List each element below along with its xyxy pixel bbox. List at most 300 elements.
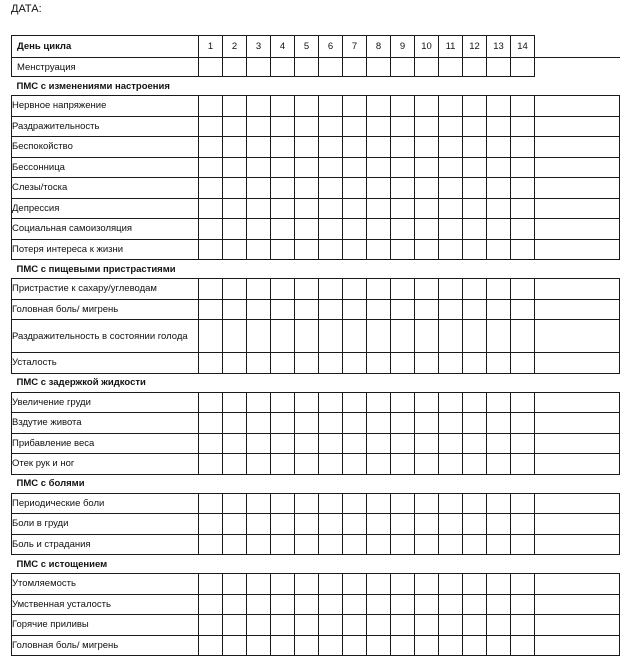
day-checkbox-cell[interactable] [487,454,511,475]
day-checkbox-cell[interactable] [319,413,343,434]
day-checkbox-cell[interactable] [319,198,343,219]
day-checkbox-cell[interactable] [415,137,439,158]
day-checkbox-cell[interactable] [247,96,271,117]
day-checkbox-cell[interactable] [223,239,247,260]
day-checkbox-cell[interactable] [487,58,511,77]
day-checkbox-cell[interactable] [367,353,391,374]
day-checkbox-cell[interactable] [415,615,439,636]
day-checkbox-cell[interactable] [463,116,487,137]
day-checkbox-cell[interactable] [415,493,439,514]
day-checkbox-cell[interactable] [391,353,415,374]
day-checkbox-cell[interactable] [223,198,247,219]
day-checkbox-cell[interactable] [199,239,223,260]
day-checkbox-cell[interactable] [199,96,223,117]
day-checkbox-cell[interactable] [343,178,367,199]
day-checkbox-cell[interactable] [367,433,391,454]
day-checkbox-cell[interactable] [367,178,391,199]
day-checkbox-cell[interactable] [223,58,247,77]
day-checkbox-cell[interactable] [463,433,487,454]
day-checkbox-cell[interactable] [343,594,367,615]
day-checkbox-cell[interactable] [439,534,463,555]
day-checkbox-cell[interactable] [415,433,439,454]
day-checkbox-cell[interactable] [367,574,391,595]
day-checkbox-cell[interactable] [415,392,439,413]
day-checkbox-cell[interactable] [343,299,367,320]
day-checkbox-cell[interactable] [343,157,367,178]
day-checkbox-cell[interactable] [271,320,295,353]
day-checkbox-cell[interactable] [223,615,247,636]
day-checkbox-cell[interactable] [439,96,463,117]
day-checkbox-cell[interactable] [295,594,319,615]
day-checkbox-cell[interactable] [223,413,247,434]
day-checkbox-cell[interactable] [439,493,463,514]
day-checkbox-cell[interactable] [247,219,271,240]
day-checkbox-cell[interactable] [511,454,535,475]
day-checkbox-cell[interactable] [223,96,247,117]
day-checkbox-cell[interactable] [367,392,391,413]
day-checkbox-cell[interactable] [199,454,223,475]
day-checkbox-cell[interactable] [511,279,535,300]
day-checkbox-cell[interactable] [271,96,295,117]
day-checkbox-cell[interactable] [199,514,223,535]
day-checkbox-cell[interactable] [271,178,295,199]
day-checkbox-cell[interactable] [223,392,247,413]
day-checkbox-cell[interactable] [463,137,487,158]
day-checkbox-cell[interactable] [439,198,463,219]
day-checkbox-cell[interactable] [487,594,511,615]
day-checkbox-cell[interactable] [391,96,415,117]
day-checkbox-cell[interactable] [343,392,367,413]
day-checkbox-cell[interactable] [199,353,223,374]
day-checkbox-cell[interactable] [247,392,271,413]
day-checkbox-cell[interactable] [295,534,319,555]
day-checkbox-cell[interactable] [415,219,439,240]
day-checkbox-cell[interactable] [415,353,439,374]
day-checkbox-cell[interactable] [295,320,319,353]
day-checkbox-cell[interactable] [319,96,343,117]
day-checkbox-cell[interactable] [511,514,535,535]
day-checkbox-cell[interactable] [463,58,487,77]
day-checkbox-cell[interactable] [271,353,295,374]
day-checkbox-cell[interactable] [511,320,535,353]
day-checkbox-cell[interactable] [199,392,223,413]
day-checkbox-cell[interactable] [343,433,367,454]
day-checkbox-cell[interactable] [199,116,223,137]
day-checkbox-cell[interactable] [463,239,487,260]
day-checkbox-cell[interactable] [391,239,415,260]
day-checkbox-cell[interactable] [367,320,391,353]
day-checkbox-cell[interactable] [319,239,343,260]
day-checkbox-cell[interactable] [367,137,391,158]
day-checkbox-cell[interactable] [463,96,487,117]
day-checkbox-cell[interactable] [223,493,247,514]
day-checkbox-cell[interactable] [271,116,295,137]
day-checkbox-cell[interactable] [367,594,391,615]
day-checkbox-cell[interactable] [247,493,271,514]
day-checkbox-cell[interactable] [295,198,319,219]
day-checkbox-cell[interactable] [487,353,511,374]
day-checkbox-cell[interactable] [199,219,223,240]
day-checkbox-cell[interactable] [343,96,367,117]
day-checkbox-cell[interactable] [271,137,295,158]
day-checkbox-cell[interactable] [319,157,343,178]
day-checkbox-cell[interactable] [415,279,439,300]
day-checkbox-cell[interactable] [367,514,391,535]
day-checkbox-cell[interactable] [271,219,295,240]
day-checkbox-cell[interactable] [415,239,439,260]
day-checkbox-cell[interactable] [487,534,511,555]
day-checkbox-cell[interactable] [511,594,535,615]
day-checkbox-cell[interactable] [487,635,511,656]
day-checkbox-cell[interactable] [463,392,487,413]
day-checkbox-cell[interactable] [487,413,511,434]
day-checkbox-cell[interactable] [391,493,415,514]
day-checkbox-cell[interactable] [439,594,463,615]
day-checkbox-cell[interactable] [319,320,343,353]
day-checkbox-cell[interactable] [199,534,223,555]
day-checkbox-cell[interactable] [271,635,295,656]
day-checkbox-cell[interactable] [319,594,343,615]
day-checkbox-cell[interactable] [463,279,487,300]
day-checkbox-cell[interactable] [511,157,535,178]
day-checkbox-cell[interactable] [271,454,295,475]
day-checkbox-cell[interactable] [319,454,343,475]
day-checkbox-cell[interactable] [391,58,415,77]
day-checkbox-cell[interactable] [199,493,223,514]
day-checkbox-cell[interactable] [415,534,439,555]
day-checkbox-cell[interactable] [271,534,295,555]
day-checkbox-cell[interactable] [487,433,511,454]
day-checkbox-cell[interactable] [511,137,535,158]
day-checkbox-cell[interactable] [463,320,487,353]
day-checkbox-cell[interactable] [415,198,439,219]
day-checkbox-cell[interactable] [391,137,415,158]
day-checkbox-cell[interactable] [439,615,463,636]
day-checkbox-cell[interactable] [391,413,415,434]
day-checkbox-cell[interactable] [271,493,295,514]
day-checkbox-cell[interactable] [463,219,487,240]
day-checkbox-cell[interactable] [463,615,487,636]
day-checkbox-cell[interactable] [271,279,295,300]
day-checkbox-cell[interactable] [511,353,535,374]
day-checkbox-cell[interactable] [295,514,319,535]
day-checkbox-cell[interactable] [319,58,343,77]
day-checkbox-cell[interactable] [439,413,463,434]
day-checkbox-cell[interactable] [319,219,343,240]
day-checkbox-cell[interactable] [295,574,319,595]
day-checkbox-cell[interactable] [247,157,271,178]
day-checkbox-cell[interactable] [271,392,295,413]
day-checkbox-cell[interactable] [439,454,463,475]
day-checkbox-cell[interactable] [511,615,535,636]
day-checkbox-cell[interactable] [319,392,343,413]
day-checkbox-cell[interactable] [295,635,319,656]
day-checkbox-cell[interactable] [271,239,295,260]
day-checkbox-cell[interactable] [199,320,223,353]
day-checkbox-cell[interactable] [319,116,343,137]
day-checkbox-cell[interactable] [199,413,223,434]
day-checkbox-cell[interactable] [343,58,367,77]
day-checkbox-cell[interactable] [223,454,247,475]
day-checkbox-cell[interactable] [439,239,463,260]
day-checkbox-cell[interactable] [223,353,247,374]
day-checkbox-cell[interactable] [391,198,415,219]
day-checkbox-cell[interactable] [511,178,535,199]
day-checkbox-cell[interactable] [199,574,223,595]
day-checkbox-cell[interactable] [223,433,247,454]
day-checkbox-cell[interactable] [319,635,343,656]
day-checkbox-cell[interactable] [391,392,415,413]
day-checkbox-cell[interactable] [439,116,463,137]
day-checkbox-cell[interactable] [223,137,247,158]
day-checkbox-cell[interactable] [295,116,319,137]
day-checkbox-cell[interactable] [463,493,487,514]
day-checkbox-cell[interactable] [367,279,391,300]
day-checkbox-cell[interactable] [511,635,535,656]
day-checkbox-cell[interactable] [487,299,511,320]
day-checkbox-cell[interactable] [439,433,463,454]
day-checkbox-cell[interactable] [295,178,319,199]
day-checkbox-cell[interactable] [487,116,511,137]
day-checkbox-cell[interactable] [223,219,247,240]
day-checkbox-cell[interactable] [223,534,247,555]
day-checkbox-cell[interactable] [295,413,319,434]
day-checkbox-cell[interactable] [343,413,367,434]
day-checkbox-cell[interactable] [391,157,415,178]
day-checkbox-cell[interactable] [391,178,415,199]
day-checkbox-cell[interactable] [463,514,487,535]
day-checkbox-cell[interactable] [415,320,439,353]
day-checkbox-cell[interactable] [415,157,439,178]
day-checkbox-cell[interactable] [367,116,391,137]
day-checkbox-cell[interactable] [439,635,463,656]
day-checkbox-cell[interactable] [511,299,535,320]
day-checkbox-cell[interactable] [511,116,535,137]
day-checkbox-cell[interactable] [223,635,247,656]
day-checkbox-cell[interactable] [367,58,391,77]
day-checkbox-cell[interactable] [271,413,295,434]
day-checkbox-cell[interactable] [487,320,511,353]
day-checkbox-cell[interactable] [199,178,223,199]
day-checkbox-cell[interactable] [295,96,319,117]
day-checkbox-cell[interactable] [391,320,415,353]
day-checkbox-cell[interactable] [439,392,463,413]
day-checkbox-cell[interactable] [415,58,439,77]
day-checkbox-cell[interactable] [343,239,367,260]
day-checkbox-cell[interactable] [343,116,367,137]
day-checkbox-cell[interactable] [295,615,319,636]
day-checkbox-cell[interactable] [367,413,391,434]
day-checkbox-cell[interactable] [415,413,439,434]
day-checkbox-cell[interactable] [223,299,247,320]
day-checkbox-cell[interactable] [439,58,463,77]
day-checkbox-cell[interactable] [415,454,439,475]
day-checkbox-cell[interactable] [343,198,367,219]
day-checkbox-cell[interactable] [391,219,415,240]
day-checkbox-cell[interactable] [439,514,463,535]
day-checkbox-cell[interactable] [415,635,439,656]
day-checkbox-cell[interactable] [487,198,511,219]
day-checkbox-cell[interactable] [295,137,319,158]
day-checkbox-cell[interactable] [463,574,487,595]
day-checkbox-cell[interactable] [511,534,535,555]
day-checkbox-cell[interactable] [511,96,535,117]
day-checkbox-cell[interactable] [343,353,367,374]
day-checkbox-cell[interactable] [319,615,343,636]
day-checkbox-cell[interactable] [463,198,487,219]
day-checkbox-cell[interactable] [199,157,223,178]
day-checkbox-cell[interactable] [415,116,439,137]
day-checkbox-cell[interactable] [271,299,295,320]
day-checkbox-cell[interactable] [391,574,415,595]
day-checkbox-cell[interactable] [223,574,247,595]
day-checkbox-cell[interactable] [223,594,247,615]
day-checkbox-cell[interactable] [271,514,295,535]
day-checkbox-cell[interactable] [391,534,415,555]
day-checkbox-cell[interactable] [487,615,511,636]
day-checkbox-cell[interactable] [391,299,415,320]
day-checkbox-cell[interactable] [223,116,247,137]
day-checkbox-cell[interactable] [343,454,367,475]
day-checkbox-cell[interactable] [511,239,535,260]
day-checkbox-cell[interactable] [223,514,247,535]
day-checkbox-cell[interactable] [439,320,463,353]
day-checkbox-cell[interactable] [487,493,511,514]
day-checkbox-cell[interactable] [439,574,463,595]
day-checkbox-cell[interactable] [247,635,271,656]
day-checkbox-cell[interactable] [487,239,511,260]
day-checkbox-cell[interactable] [319,574,343,595]
day-checkbox-cell[interactable] [343,574,367,595]
day-checkbox-cell[interactable] [415,514,439,535]
day-checkbox-cell[interactable] [343,635,367,656]
day-checkbox-cell[interactable] [199,594,223,615]
day-checkbox-cell[interactable] [487,514,511,535]
day-checkbox-cell[interactable] [439,279,463,300]
day-checkbox-cell[interactable] [247,178,271,199]
day-checkbox-cell[interactable] [199,299,223,320]
day-checkbox-cell[interactable] [391,514,415,535]
day-checkbox-cell[interactable] [223,157,247,178]
day-checkbox-cell[interactable] [247,574,271,595]
day-checkbox-cell[interactable] [343,493,367,514]
day-checkbox-cell[interactable] [511,413,535,434]
day-checkbox-cell[interactable] [319,534,343,555]
day-checkbox-cell[interactable] [463,413,487,434]
day-checkbox-cell[interactable] [199,137,223,158]
day-checkbox-cell[interactable] [247,279,271,300]
day-checkbox-cell[interactable] [295,299,319,320]
day-checkbox-cell[interactable] [295,279,319,300]
day-checkbox-cell[interactable] [319,299,343,320]
day-checkbox-cell[interactable] [391,635,415,656]
day-checkbox-cell[interactable] [343,320,367,353]
day-checkbox-cell[interactable] [367,635,391,656]
day-checkbox-cell[interactable] [247,353,271,374]
day-checkbox-cell[interactable] [199,58,223,77]
day-checkbox-cell[interactable] [247,239,271,260]
day-checkbox-cell[interactable] [439,219,463,240]
day-checkbox-cell[interactable] [295,353,319,374]
day-checkbox-cell[interactable] [487,157,511,178]
day-checkbox-cell[interactable] [391,433,415,454]
day-checkbox-cell[interactable] [511,493,535,514]
day-checkbox-cell[interactable] [415,96,439,117]
day-checkbox-cell[interactable] [391,454,415,475]
day-checkbox-cell[interactable] [223,178,247,199]
day-checkbox-cell[interactable] [247,454,271,475]
day-checkbox-cell[interactable] [295,433,319,454]
day-checkbox-cell[interactable] [247,137,271,158]
day-checkbox-cell[interactable] [247,413,271,434]
day-checkbox-cell[interactable] [439,157,463,178]
day-checkbox-cell[interactable] [319,178,343,199]
day-checkbox-cell[interactable] [415,178,439,199]
day-checkbox-cell[interactable] [199,279,223,300]
day-checkbox-cell[interactable] [487,96,511,117]
day-checkbox-cell[interactable] [463,157,487,178]
day-checkbox-cell[interactable] [343,514,367,535]
day-checkbox-cell[interactable] [295,454,319,475]
day-checkbox-cell[interactable] [247,116,271,137]
day-checkbox-cell[interactable] [391,116,415,137]
day-checkbox-cell[interactable] [511,433,535,454]
day-checkbox-cell[interactable] [295,157,319,178]
day-checkbox-cell[interactable] [247,594,271,615]
day-checkbox-cell[interactable] [367,493,391,514]
day-checkbox-cell[interactable] [463,534,487,555]
day-checkbox-cell[interactable] [295,493,319,514]
day-checkbox-cell[interactable] [463,178,487,199]
day-checkbox-cell[interactable] [199,615,223,636]
day-checkbox-cell[interactable] [343,137,367,158]
day-checkbox-cell[interactable] [319,353,343,374]
day-checkbox-cell[interactable] [487,279,511,300]
day-checkbox-cell[interactable] [247,58,271,77]
day-checkbox-cell[interactable] [367,534,391,555]
day-checkbox-cell[interactable] [367,96,391,117]
day-checkbox-cell[interactable] [463,299,487,320]
day-checkbox-cell[interactable] [271,58,295,77]
day-checkbox-cell[interactable] [319,493,343,514]
day-checkbox-cell[interactable] [367,239,391,260]
day-checkbox-cell[interactable] [199,635,223,656]
day-checkbox-cell[interactable] [295,219,319,240]
day-checkbox-cell[interactable] [511,58,535,77]
day-checkbox-cell[interactable] [271,574,295,595]
day-checkbox-cell[interactable] [367,219,391,240]
day-checkbox-cell[interactable] [247,433,271,454]
day-checkbox-cell[interactable] [487,219,511,240]
day-checkbox-cell[interactable] [439,353,463,374]
day-checkbox-cell[interactable] [343,534,367,555]
day-checkbox-cell[interactable] [223,320,247,353]
day-checkbox-cell[interactable] [247,514,271,535]
day-checkbox-cell[interactable] [343,219,367,240]
day-checkbox-cell[interactable] [247,615,271,636]
day-checkbox-cell[interactable] [487,178,511,199]
day-checkbox-cell[interactable] [511,392,535,413]
day-checkbox-cell[interactable] [319,514,343,535]
day-checkbox-cell[interactable] [439,178,463,199]
day-checkbox-cell[interactable] [271,615,295,636]
day-checkbox-cell[interactable] [391,279,415,300]
day-checkbox-cell[interactable] [463,594,487,615]
day-checkbox-cell[interactable] [247,320,271,353]
day-checkbox-cell[interactable] [247,534,271,555]
day-checkbox-cell[interactable] [391,594,415,615]
day-checkbox-cell[interactable] [511,574,535,595]
